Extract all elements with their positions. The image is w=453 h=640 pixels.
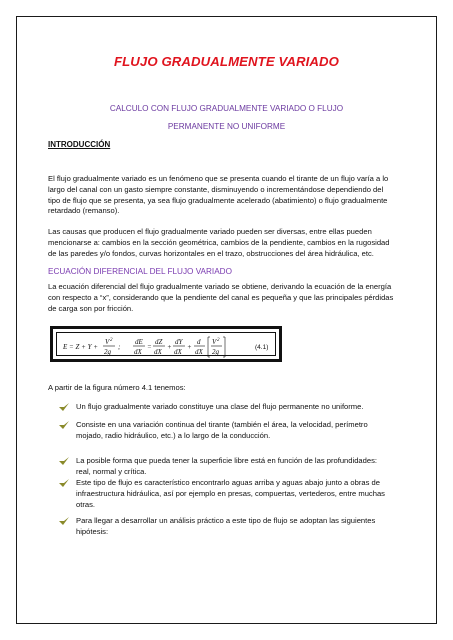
svg-text:;: ; — [118, 343, 121, 351]
svg-text:2: 2 — [217, 338, 220, 343]
svg-text:dZ: dZ — [155, 338, 163, 346]
document-subtitle-line2: PERMANENTE NO UNIFORME — [167, 122, 286, 131]
list-item-text: Para llegar a desarrollar un análisis práctico a este tipo de flujo se adoptan las siguientes hipótesis: — [76, 516, 376, 536]
equation-number: (4.1) — [255, 344, 269, 351]
paragraph-causes: Las causas que producen el flujo gradualmente variado pueden ser diversas, entre ellas pueden mencionarse a: cambios en la sección geométrica, cambios de la pendiente, cambios en la rugosidad de las paredes y/o fondos, curvas horizontales en el trazo, obstrucciones del área hidráulica, etc. — [48, 227, 390, 258]
paragraph-figure-ref: A partir de la figura número 4.1 tenemos: — [48, 383, 186, 392]
section-heading: ECUACIÓN DIFERENCIAL DEL FLUJO VARIADO — [48, 267, 232, 276]
svg-text:V: V — [105, 338, 110, 346]
svg-text:+: + — [187, 343, 192, 351]
list-item-text: La posible forma que pueda tener la superficie libre está en función de las profundidades: real, normal y crítica. — [76, 456, 377, 476]
svg-text:V: V — [212, 338, 217, 346]
checkmark-arrow-icon — [58, 515, 70, 527]
svg-text:+: + — [167, 343, 172, 351]
paragraph-intro: El flujo gradualmente variado es un fenómeno que se presenta cuando el tirante de un flujo varía a lo largo del canal con un gasto siempre constante, disminuyendo o incrementándose dependiendo del tipo de flujo que se presenta, ya sea flujo gradualmente acelerado (abatimiento) o flujo gradualmente retardado (remanso). — [48, 174, 389, 216]
equation-formula — [57, 333, 281, 361]
svg-text:2g: 2g — [212, 348, 219, 356]
svg-text:E = Z + Y +: E = Z + Y + — [63, 343, 98, 351]
list-item-text: Consiste en una variación continua del tirante (también el área, la velocidad, perímetro mojado, radio hidráulico, etc.) a lo largo de la conducción. — [76, 420, 368, 440]
svg-text:dE: dE — [135, 338, 143, 346]
svg-text:=: = — [147, 343, 152, 351]
checkmark-arrow-icon — [58, 455, 70, 467]
svg-text:d: d — [197, 338, 201, 346]
checkmark-arrow-icon — [58, 477, 70, 489]
svg-text:dY: dY — [175, 338, 183, 346]
list-item-text: Este tipo de flujo es característico encontrarlo aguas arriba y aguas abajo junto a obras de infraestructura hidráulica, así por ejemplo en presas, compuertas, vertederos, entre muchas otras. — [76, 478, 385, 509]
svg-text:dX: dX — [174, 348, 182, 356]
svg-text:dX: dX — [134, 348, 142, 356]
document-title: FLUJO GRADUALMENTE VARIADO — [113, 54, 340, 69]
list-item-text: Un flujo gradualmente variado constituye una clase del flujo permanente no uniforme. — [76, 402, 364, 411]
svg-text:dX: dX — [154, 348, 162, 356]
checkmark-arrow-icon — [58, 419, 70, 431]
svg-text:2g: 2g — [104, 348, 111, 356]
intro-heading: INTRODUCCIÓN — [48, 140, 111, 149]
checkmark-arrow-icon — [58, 401, 70, 413]
svg-text:dX: dX — [195, 348, 203, 356]
equation-box — [50, 326, 282, 362]
equation-inner-frame — [56, 332, 276, 356]
paragraph-equation-intro: La ecuación diferencial del flujo gradualmente variado se obtiene, derivando la ecuación de la energía con respecto a “x”, considerando que la pendiente del canal es pequeña y que las principales pérdidas de carga son por fricción. — [48, 282, 394, 313]
document-subtitle-line1: CALCULO CON FLUJO GRADUALMENTE VARIADO O FLUJO — [109, 104, 344, 113]
svg-text:2: 2 — [110, 338, 113, 343]
